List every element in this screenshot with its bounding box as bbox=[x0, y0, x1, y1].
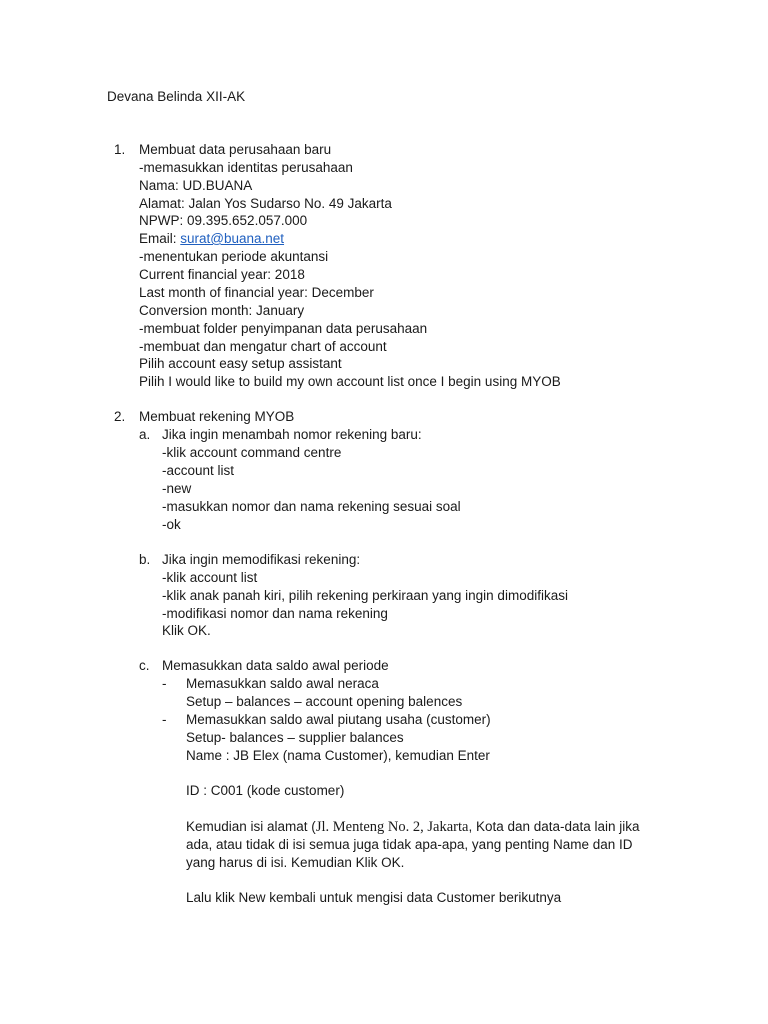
address-pre: Kemudian isi alamat ( bbox=[186, 819, 316, 834]
bullet-1-path: Setup – balances – account opening balences bbox=[186, 694, 463, 709]
company-address-line: Alamat: Jalan Yos Sudarso No. 49 Jakarta bbox=[139, 196, 392, 211]
customer-name-line: Name : JB Elex (nama Customer), kemudian Enter bbox=[186, 748, 490, 763]
step-folder: -membuat folder penyimpanan data perusahaan bbox=[139, 321, 428, 336]
subsection-b-marker: b. bbox=[139, 552, 151, 567]
subsection-a-step: -masukkan nomor dan nama rekening sesuai soal bbox=[162, 499, 461, 514]
subsection-a-step: -new bbox=[162, 481, 192, 496]
current-financial-year: Current financial year: 2018 bbox=[139, 267, 305, 282]
step-period: -menentukan periode akuntansi bbox=[139, 249, 329, 264]
list-number-2: 2. bbox=[114, 409, 126, 424]
last-month-financial-year: Last month of financial year: December bbox=[139, 285, 374, 300]
step-chart-of-account: -membuat dan mengatur chart of account bbox=[139, 339, 387, 354]
address-example: Jl. Menteng No. 2, Jakarta bbox=[315, 819, 469, 835]
subsection-b-title: Jika ingin memodifikasi rekening: bbox=[162, 552, 361, 567]
choose-setup-assistant: Pilih account easy setup assistant bbox=[139, 356, 342, 371]
subsection-b-step: -klik anak panah kiri, pilih rekening perkiraan yang ingin dimodifikasi bbox=[162, 588, 568, 603]
email-link[interactable]: surat@buana.net bbox=[180, 231, 285, 246]
section-2-title: Membuat rekening MYOB bbox=[139, 409, 295, 424]
bullet-2-dash: - bbox=[162, 712, 167, 727]
subsection-a-step: -ok bbox=[162, 517, 181, 532]
company-name-line: Nama: UD.BUANA bbox=[139, 178, 253, 193]
subsection-b-step: -klik account list bbox=[162, 570, 258, 585]
email-label: Email: bbox=[139, 231, 181, 246]
bullet-1-text: Memasukkan saldo awal neraca bbox=[186, 676, 379, 691]
bullet-1-dash: - bbox=[162, 676, 167, 691]
author-heading: Devana Belinda XII-AK bbox=[107, 89, 246, 104]
choose-build-own-list: Pilih I would like to build my own account list once I begin using MYOB bbox=[139, 374, 561, 389]
customer-id-line: ID : C001 (kode customer) bbox=[186, 783, 345, 798]
company-email-line bbox=[139, 230, 284, 248]
bullet-2-path: Setup- balances – supplier balances bbox=[186, 730, 404, 745]
company-npwp-line: NPWP: 09.395.652.057.000 bbox=[139, 213, 308, 228]
customer-address-line-3: yang harus di isi. Kemudian Klik OK. bbox=[186, 855, 405, 870]
subsection-c-title: Memasukkan data saldo awal periode bbox=[162, 658, 389, 673]
customer-address-line-2: ada, atau tidak di isi semua juga tidak apa-apa, yang penting Name dan ID bbox=[186, 837, 633, 852]
list-number-1: 1. bbox=[114, 142, 126, 157]
section-1-title: Membuat data perusahaan baru bbox=[139, 142, 332, 157]
subsection-c-marker: c. bbox=[139, 658, 150, 673]
conversion-month: Conversion month: January bbox=[139, 303, 305, 318]
new-customer-line: Lalu klik New kembali untuk mengisi data Customer berikutnya bbox=[186, 890, 562, 905]
subsection-a-step: -account list bbox=[162, 463, 235, 478]
bullet-2-text: Memasukkan saldo awal piutang usaha (customer) bbox=[186, 712, 491, 727]
subsection-b-step: -modifikasi nomor dan nama rekening bbox=[162, 606, 388, 621]
step-identity: -memasukkan identitas perusahaan bbox=[139, 160, 353, 175]
subsection-a-marker: a. bbox=[139, 427, 151, 442]
address-post: , Kota dan data-data lain jika bbox=[468, 819, 640, 834]
subsection-a-step: -klik account command centre bbox=[162, 445, 342, 460]
subsection-a-title: Jika ingin menambah nomor rekening baru: bbox=[162, 427, 422, 442]
subsection-b-step: Klik OK. bbox=[162, 623, 211, 638]
customer-address-line-1 bbox=[186, 818, 640, 836]
